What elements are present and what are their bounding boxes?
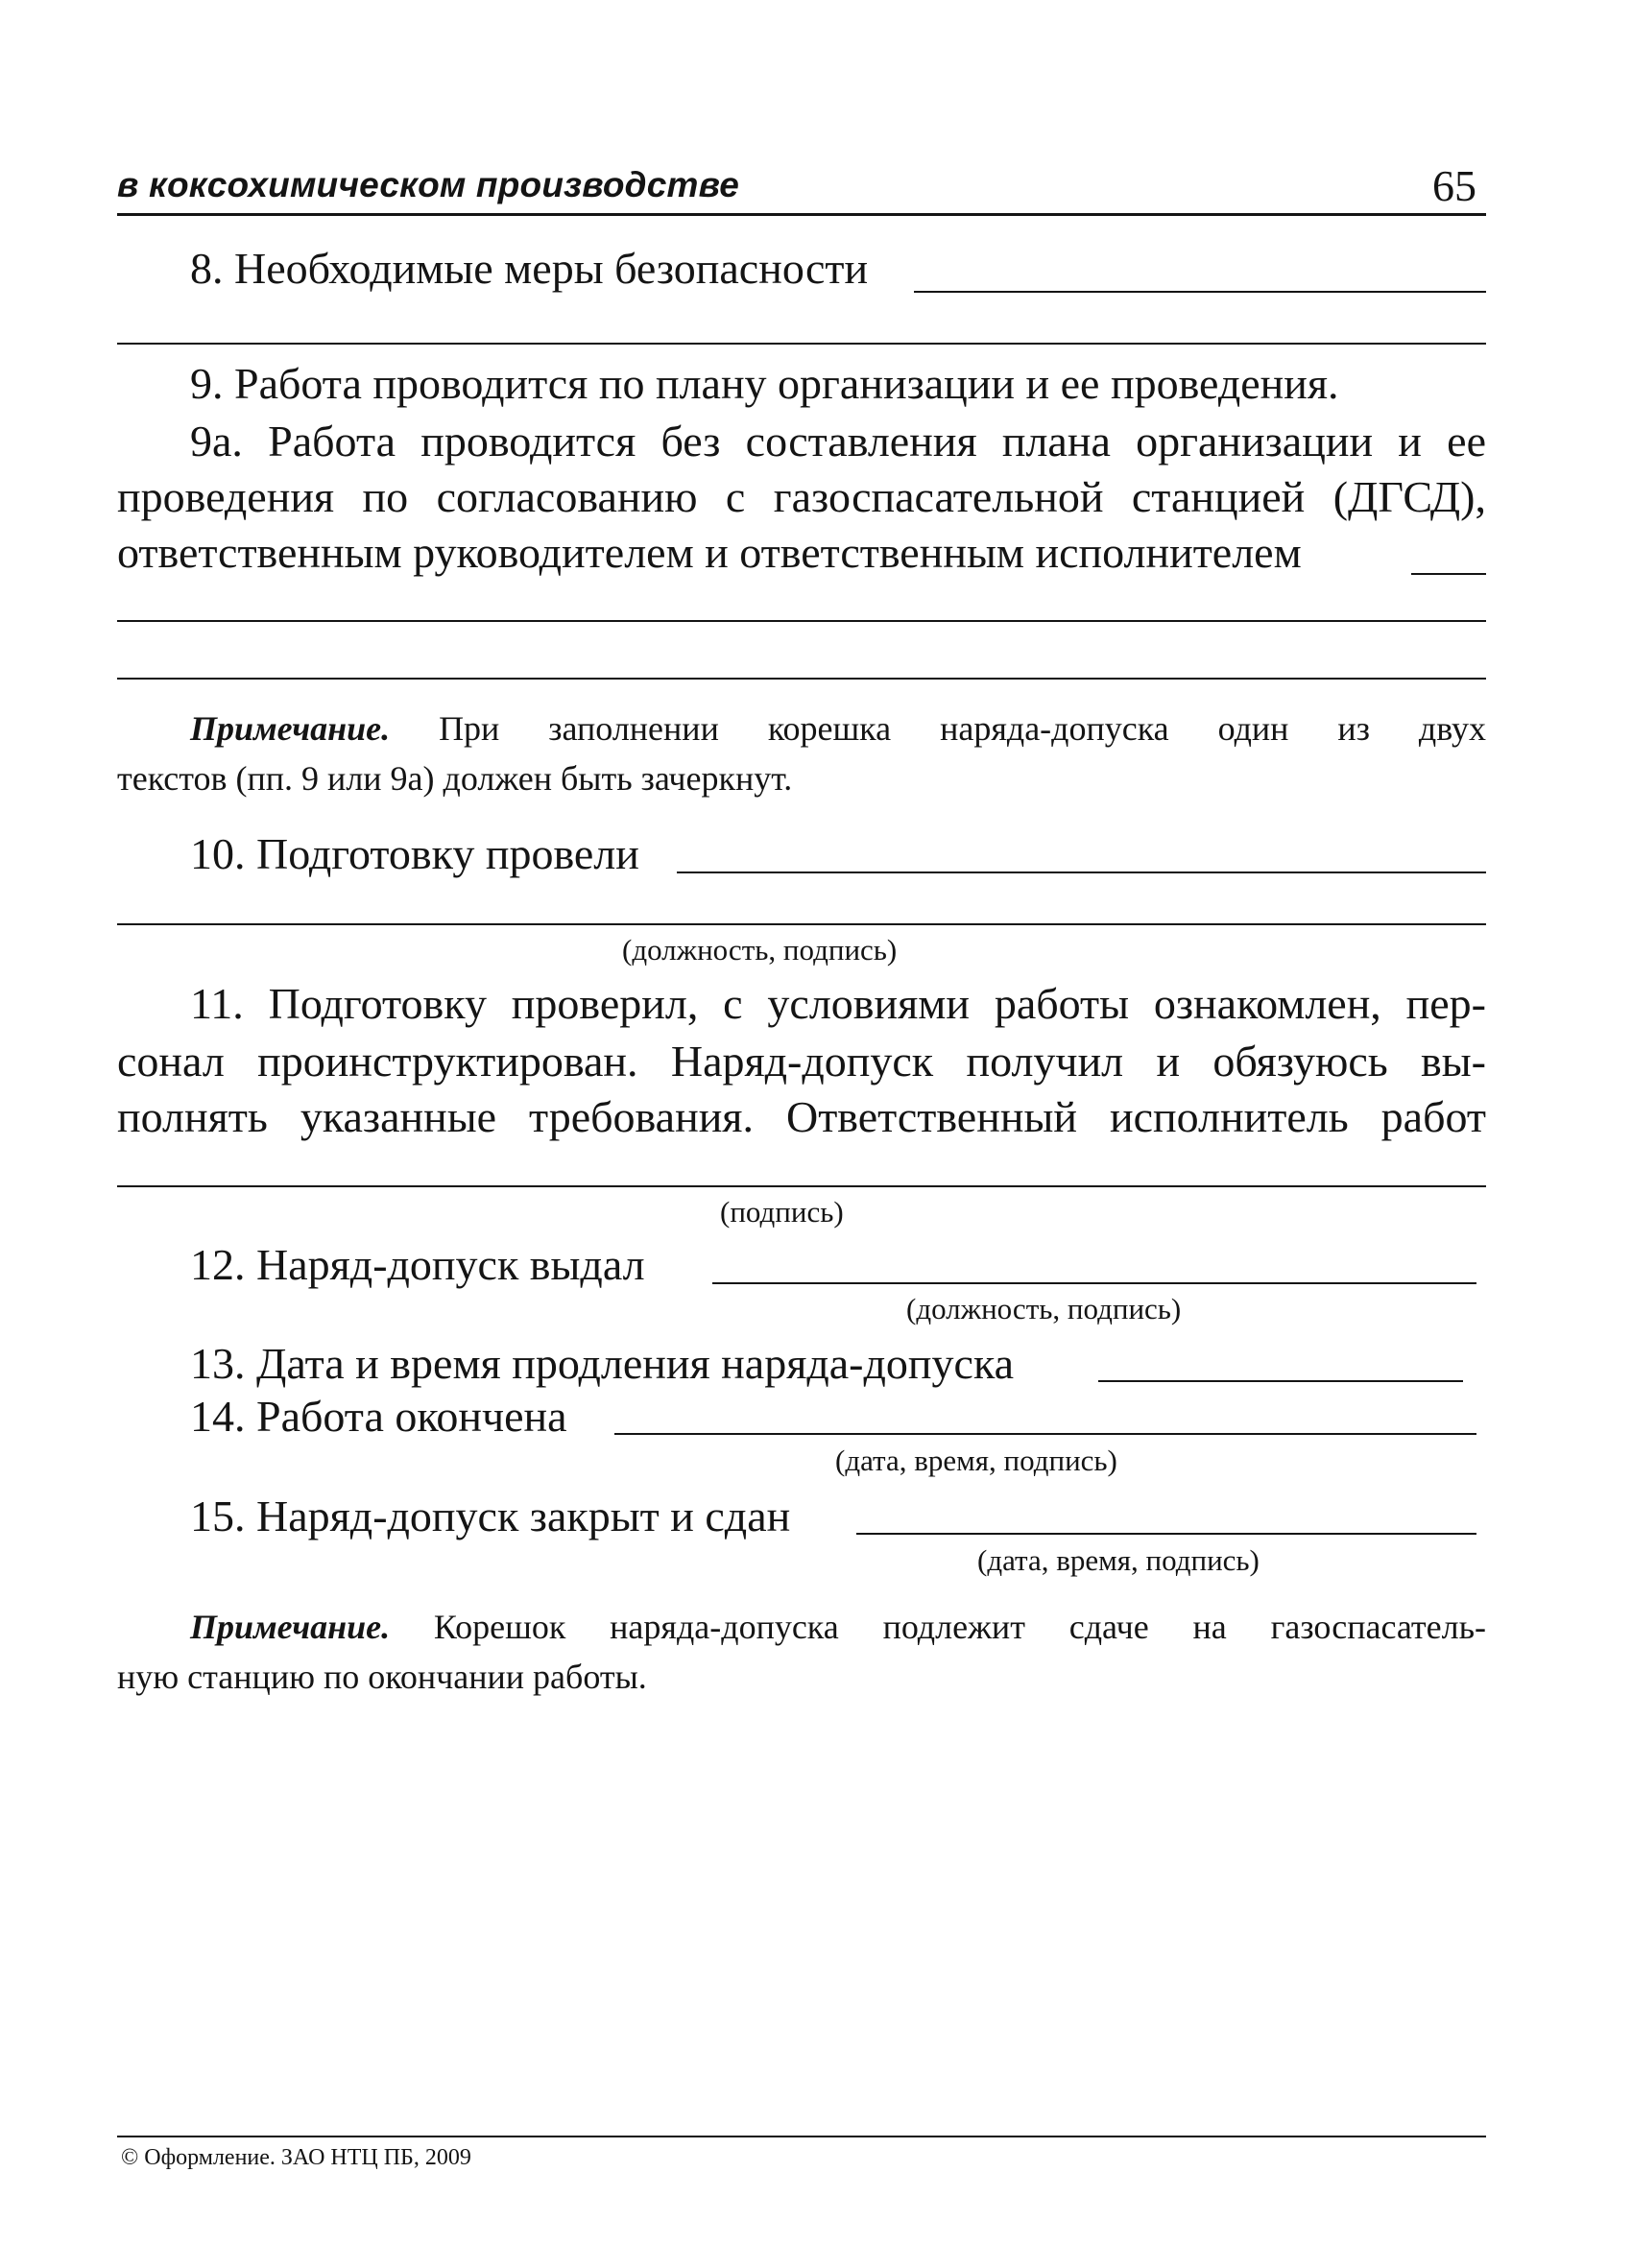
item-8-blank[interactable] — [914, 291, 1486, 293]
note-2-text: Корешок наряда-допуска подлежит сдаче на газоспасатель- — [433, 1608, 1487, 1646]
item-15-caption: (дата, время, подпись) — [977, 1543, 1260, 1577]
item-11-line-1: 11. Подготовку проверил, с условиями работы ознакомлен, пер- — [190, 979, 1486, 1028]
note-1-label: Примечание. — [190, 709, 391, 748]
item-9a-line-1: 9а. Работа проводится без составления плана организации и ее — [190, 417, 1486, 466]
footer-divider — [117, 2136, 1486, 2137]
item-13-text: 13. Дата и время продления наряда-допуска — [190, 1339, 1015, 1388]
item-10-blank[interactable] — [677, 871, 1486, 873]
note-1-line-2: текстов (пп. 9 или 9а) должен быть зачеркнут. — [117, 759, 793, 798]
item-14-blank[interactable] — [614, 1433, 1476, 1435]
item-9a-blank-line-2[interactable] — [117, 620, 1486, 622]
item-9a-line-3: ответственным руководителем и ответственным исполнителем — [117, 528, 1302, 577]
item-11-blank[interactable] — [117, 1185, 1486, 1187]
item-15-blank[interactable] — [856, 1533, 1476, 1535]
item-11-caption: (подпись) — [720, 1195, 844, 1229]
note-2-line-2: ную станцию по окончании работы. — [117, 1658, 647, 1696]
item-8-text: 8. Необходимые меры безопасности — [190, 244, 869, 293]
item-15-text: 15. Наряд-допуск закрыт и сдан — [190, 1492, 791, 1540]
item-9a-line-2: проведения по согласованию с газоспасательной станцией (ДГСД), — [117, 472, 1486, 521]
item-11-line-2: сонал проинструктирован. Наряд-допуск получил и обязуюсь вы- — [117, 1037, 1486, 1086]
item-9-text: 9. Работа проводится по плану организации и ее проведения. — [190, 359, 1339, 408]
note-2-label: Примечание. — [190, 1608, 391, 1646]
item-12-caption: (должность, подпись) — [906, 1292, 1182, 1325]
header-divider — [117, 213, 1486, 216]
item-10-caption: (должность, подпись) — [622, 933, 898, 967]
running-header-title: в коксохимическом производстве — [117, 165, 739, 204]
item-14-caption: (дата, время, подпись) — [835, 1444, 1117, 1477]
note-1-line-1 — [190, 704, 1486, 752]
item-14-text: 14. Работа окончена — [190, 1392, 567, 1441]
footer-copyright: © Оформление. ЗАО НТЦ ПБ, 2009 — [121, 2145, 471, 2170]
item-9a-blank-line-3[interactable] — [117, 678, 1486, 680]
note-1-text: При заполнении корешка наряда-допуска один из двух — [439, 709, 1486, 748]
item-13-blank[interactable] — [1098, 1380, 1463, 1382]
page-number: 65 — [1432, 161, 1476, 210]
item-12-blank[interactable] — [712, 1282, 1476, 1284]
item-10-text: 10. Подготовку провели — [190, 829, 639, 878]
item-11-line-3: полнять указанные требования. Ответственный исполнитель работ — [117, 1092, 1486, 1141]
note-2-line-1 — [190, 1603, 1486, 1651]
item-10-blank-line-2[interactable] — [117, 923, 1486, 925]
item-12-text: 12. Наряд-допуск выдал — [190, 1240, 645, 1289]
item-9a-blank[interactable] — [1411, 573, 1486, 575]
item-8-blank-line-2[interactable] — [117, 343, 1486, 345]
